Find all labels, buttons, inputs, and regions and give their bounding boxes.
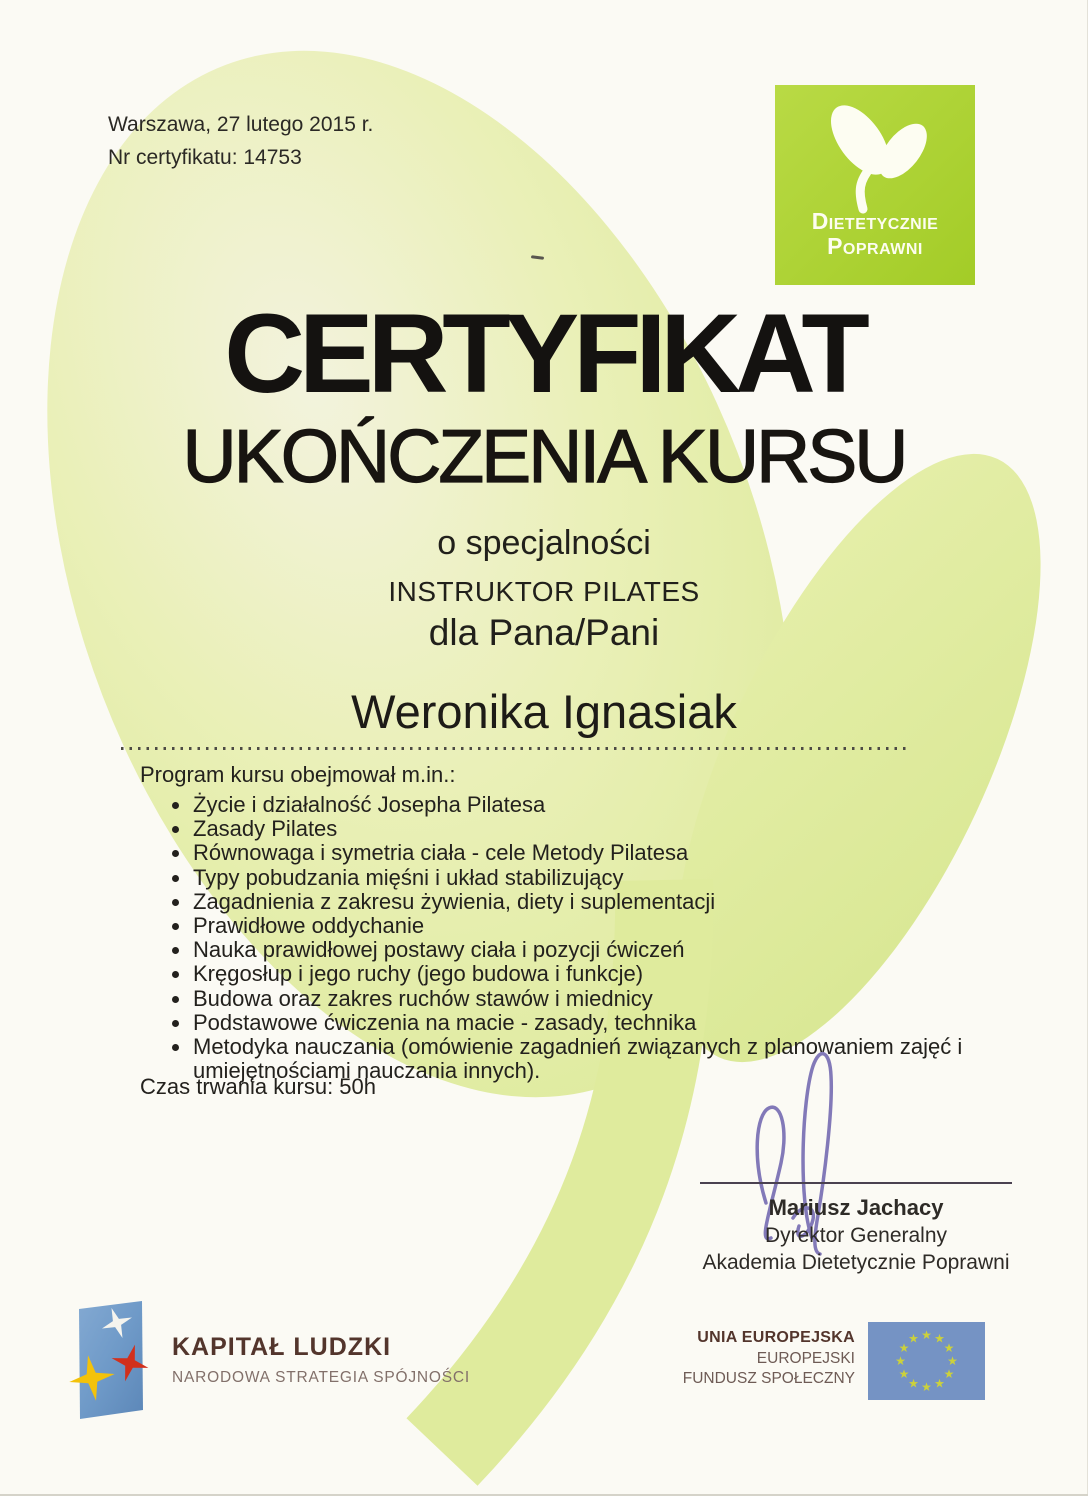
list-item: Równowaga i symetria ciała - cele Metody Pilatesa (140, 841, 1040, 865)
program-heading: Program kursu obejmował m.in.: (140, 762, 456, 787)
svg-text:★: ★ (898, 1367, 910, 1381)
specialty-intro: o specjalności (437, 524, 651, 562)
signer-title: Dyrektor Generalny (764, 1223, 948, 1247)
recipient-intro: dla Pana/Pani (428, 612, 660, 653)
svg-text:★: ★ (943, 1341, 955, 1355)
list-item: Nauka prawidłowej postawy ciała i pozycji ćwiczeń (140, 938, 1040, 962)
signer-organization: Akademia Dietetycznie Poprawni (702, 1251, 1010, 1274)
kl-title: KAPITAŁ LUDZKI (172, 1333, 392, 1361)
certificate-number: Nr certyfikatu: 14753 (108, 146, 302, 169)
list-item: Kręgosłup i jego ruchy (jego budowa i funkcje) (140, 962, 1040, 986)
eu-line3: FUNDUSZ SPOŁECZNY (682, 1370, 855, 1387)
list-item: Typy pobudzania mięśni i układ stabilizujący (140, 866, 1040, 890)
list-item: Budowa oraz zakres ruchów stawów i miednicy (140, 987, 1040, 1011)
svg-text:★: ★ (943, 1367, 955, 1381)
svg-text:★: ★ (898, 1341, 910, 1355)
eu-line1: UNIA EUROPEJSKA (697, 1329, 855, 1346)
list-item: Metodyka nauczania (omówienie zagadnień związanych z planowaniem zajęć i umiejętnościami nauczania innych). (140, 1035, 1003, 1083)
svg-text:★: ★ (921, 1328, 932, 1342)
signature-line (700, 1182, 1012, 1184)
place-date: Warszawa, 27 lutego 2015 r. (108, 113, 374, 136)
svg-text:★: ★ (934, 1376, 945, 1391)
list-item: Podstawowe ćwiczenia na macie - zasady, technika (140, 1011, 1040, 1035)
issuer-logo-line1: Dietetycznie (811, 208, 939, 234)
list-item: Zasady Pilates (140, 817, 1040, 841)
kapital-ludzki-text (172, 1333, 470, 1387)
course-duration: Czas trwania kursu: 50h (140, 1074, 376, 1099)
svg-text:★: ★ (934, 1331, 945, 1346)
svg-text:★: ★ (947, 1354, 958, 1368)
svg-text:★: ★ (895, 1354, 906, 1368)
list-item: Zagadnienia z zakresu żywienia, diety i suplementacji (140, 890, 1040, 914)
eu-line2: EUROPEJSKI (756, 1349, 855, 1367)
eu-flag (868, 1322, 985, 1400)
svg-text:★: ★ (908, 1376, 919, 1391)
signature-block (645, 1194, 1067, 1277)
eu-text (560, 1328, 855, 1390)
svg-text:★: ★ (908, 1331, 919, 1346)
kapital-ludzki-logo (60, 1295, 170, 1430)
list-item: Życie i działalność Josepha Pilatesa (140, 793, 1040, 817)
list-item: Prawidłowe oddychanie (140, 914, 1040, 938)
issuer-logo-line2: Poprawni (827, 233, 923, 259)
specialty-name: INSTRUKTOR PILATES (388, 576, 700, 607)
certificate-title: CERTYFIKAT (224, 291, 864, 416)
signer-name: Mariusz Jachacy (768, 1195, 944, 1220)
kl-subtitle: NARODOWA STRATEGIA SPÓJNOŚCI (172, 1369, 470, 1386)
svg-text:★: ★ (921, 1380, 932, 1394)
certificate-subtitle-line: UKOŃCZENIA KURSU (182, 414, 906, 498)
recipient-name: Weronika Ignasiak (351, 685, 737, 738)
